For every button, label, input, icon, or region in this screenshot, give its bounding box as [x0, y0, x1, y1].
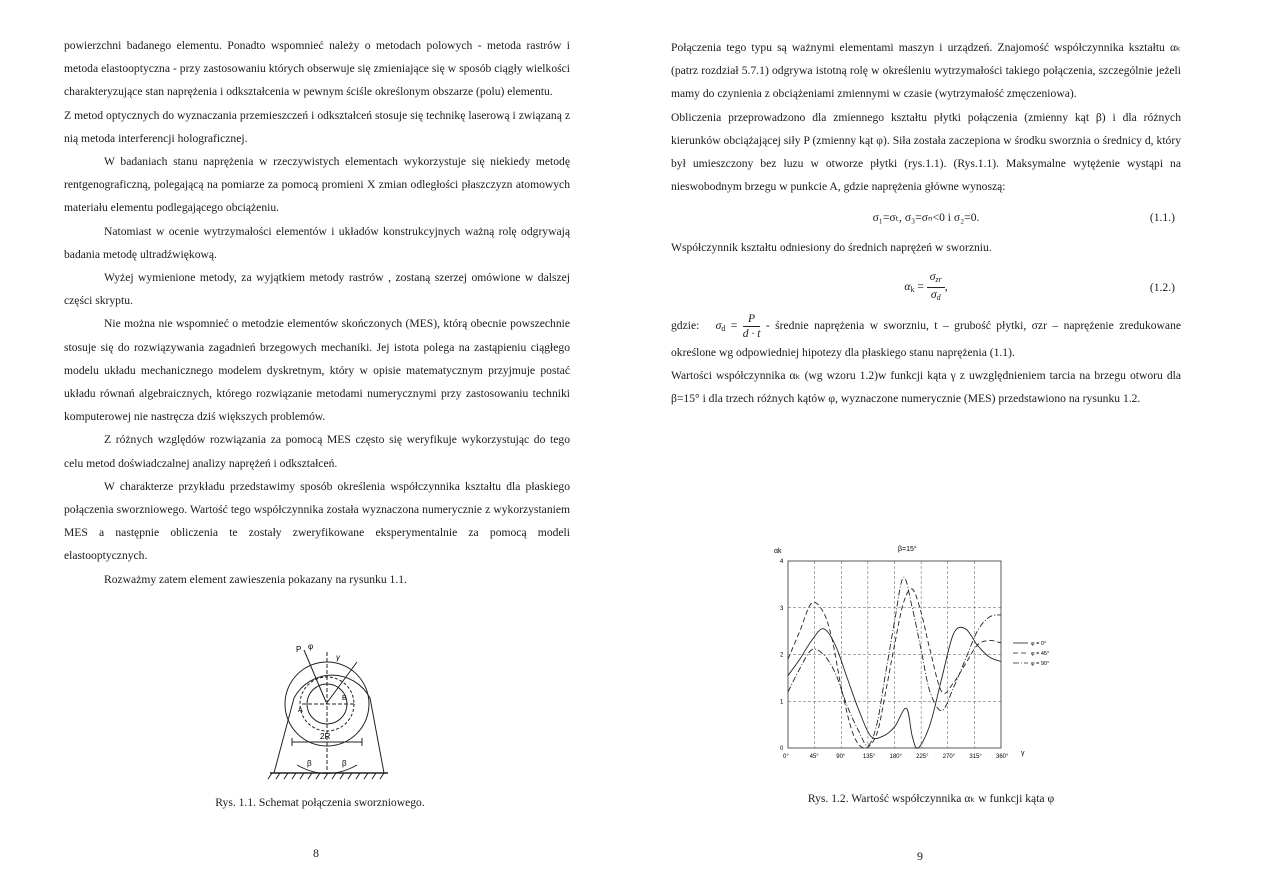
- page-number: 9: [917, 849, 923, 863]
- alpha-k-chart: [766, 543, 1066, 768]
- y-tick-label: 0: [780, 746, 784, 752]
- paragraph: Natomiast w ocenie wytrzymałości elementów i układów konstrukcyjnych ważną rolę odgrywają badania metodę ultradźwiękową.: [64, 224, 570, 261]
- equation-2-number: (1.2.): [1149, 280, 1175, 294]
- label-beta-left: β: [307, 759, 312, 768]
- x-axis-label: γ: [1021, 750, 1025, 757]
- x-tick-label: 225°: [916, 754, 929, 760]
- y-tick-label: 4: [780, 559, 784, 565]
- paragraph: W badaniach stanu naprężenia w rzeczywistych elementach wykorzystuje się niekiedy metodę rentgenograficzną, polegającą na pomiarze za pomocą promieni X zmian odległości płaszczyzn atomowych materiału elementu podlegającego obciążeniu.: [64, 155, 570, 215]
- paragraph: gdzie: $\sigma_d$ = $\frac{P}{d \cdot t}$ - średnie naprężenia w sworzniu, t – grubość płytki, σzr – naprężenie zredukowane określone wg odpowiedniej hipotezy dla płaskiego stanu naprężenia (1.1).: [671, 311, 1182, 359]
- legend-label: φ = 0°: [1031, 641, 1047, 647]
- x-tick-label: 45°: [809, 754, 819, 760]
- left-text-column: [64, 34, 570, 591]
- paragraph: Wartości współczynnika αₖ (wg wzoru 1.2)w funkcji kąta γ z uwzględnieniem tarcia na brzegu otworu dla β=15° i dla trzech różnych kątów φ, wyznaczone numerycznie (MES) przedstawiono na rysunku 1.2.: [671, 368, 1181, 406]
- pin-joint-figure: [262, 642, 392, 792]
- figure-caption: Rys. 1.2. Wartość współczynnika αₖ w funkcji kąta φ: [807, 792, 1055, 805]
- paragraph: Połączenia tego typu są ważnymi elementami maszyn i urządzeń. Znajomość współczynnika kształtu αₖ (patrz rozdział 5.7.1) odgrywa istotną rolę w określeniu wytrzymałości takiego połączenia, szczególnie jeżeli mamy do czynienia z obciążeniami zmiennymi w czasie (wytrzymałość zmęczeniowa).: [671, 41, 1181, 101]
- paragraph: Nie można nie wspomnieć o metodzie elementów skończonych (MES), którą obecnie powszechnie stosuje się do rozwiązywania zagadnień brzegowych mechaniki. Jej istota polega na zastąpieniu ciągłego modelu układu mechanicznego modelem dyskretnym, który w opisie matematycznym przyjmuje postać układu równań algebraicznych, którego rozwiązanie metodami numerycznymi przy zastosowaniu techniki komputerowej nie nastręcza dziś większych problemów.: [64, 317, 570, 424]
- legend-label: φ = 90°: [1031, 661, 1050, 667]
- right-page: [631, 0, 1263, 893]
- paragraph: Z metod optycznych do wyznaczania przemieszczeń i odkształceń stosuje się technikę laserową i związaną z nią metoda interferencji holograficznej.: [64, 108, 570, 145]
- label-2r: 2R: [320, 732, 331, 741]
- equation-1-number: (1.1.): [1149, 211, 1175, 225]
- paragraph: W charakterze przykładu przedstawimy sposób określenia współczynnika kształtu dla płaskiego połączenia sworzniowego. Wartość tego współczynnika została wyznaczona numerycznie z wykorzystaniem MES a następnie obliczenia te zostały zweryfikowane eksperymentalnie za pomocą modeli elastooptycznych.: [64, 479, 570, 563]
- equation-2: $\alpha_k$ = $\frac{\sigma_{zr}}{\sigma_d}$ ,: [904, 269, 948, 302]
- x-tick-label: 90°: [836, 754, 846, 760]
- x-tick-label: 360°: [996, 754, 1009, 760]
- paragraph: Współczynnik kształtu odniesiony do średnich naprężeń w sworzniu.: [671, 241, 992, 255]
- x-tick-label: 0°: [783, 754, 789, 760]
- page-number: 8: [313, 846, 319, 860]
- legend-label: φ = 45°: [1031, 651, 1050, 657]
- label-gamma: γ: [336, 653, 340, 662]
- right-text-column: [671, 36, 1181, 410]
- x-tick-label: 135°: [862, 754, 876, 760]
- paragraph: powierzchni badanego elementu. Ponadto wspomnieć należy o metodach polowych - metoda rastrów i metoda elastooptyczna - przy zastosowaniu których obserwuje się zmieniające się w sposób ciągły wielkości charakteryzujące stan naprężenia i odkształcenia w pewnym ściśle określonym obszarze (polu) elementu.: [64, 39, 570, 99]
- label-p: P: [296, 645, 302, 654]
- y-tick-label: 3: [780, 605, 784, 612]
- equation-1: σ₁=σₜ, σ₃=σₙ<0 i σ₂=0.: [872, 211, 980, 225]
- paragraph: Obliczenia przeprowadzono dla zmiennego kształtu płytki połączenia (zmienny kąt β) i dla różnych kierunków obciążającej siły P (zmienny kąt φ). Siła została zaczepiona w środku sworznia o średnicy d, który był umieszczony bez luzu w otworze płytki (rys.1.1). (Rys.1.1). Maksymalne wytężenie wystąpi na nieswobodnym brzegu w punkcie A, gdzie naprężenia główne wynoszą:: [671, 110, 1181, 194]
- left-page: [0, 0, 631, 893]
- x-tick-label: 315°: [969, 754, 982, 760]
- label-phi: φ: [308, 642, 314, 651]
- label-b: B: [342, 695, 347, 702]
- paragraph: Wyżej wymienione metody, za wyjątkiem metody rastrów , zostaną szerzej omówione w dalszej części skryptu.: [64, 271, 570, 308]
- y-tick-label: 1: [780, 699, 784, 706]
- chart-title: β=15°: [898, 546, 917, 553]
- x-tick-label: 180°: [889, 754, 902, 760]
- x-tick-label: 270°: [942, 754, 956, 760]
- equation-1-row: [671, 206, 1181, 236]
- y-tick-label: 2: [780, 652, 784, 659]
- figure-caption: Rys. 1.1. Schemat połączenia sworzniowego.: [215, 796, 425, 809]
- paragraph: Z różnych względów rozwiązania za pomocą MES często się weryfikuje wykorzystując do tego celu metod doświadczalnej analizy naprężeń i odkształceń.: [64, 433, 570, 470]
- paragraph: Rozważmy zatem element zawieszenia pokazany na rysunku 1.1.: [104, 572, 407, 586]
- y-axis-label: αk: [774, 548, 782, 555]
- label-a: A: [298, 707, 303, 714]
- label-beta-right: β: [342, 759, 347, 768]
- equation-2-row: [671, 266, 1181, 308]
